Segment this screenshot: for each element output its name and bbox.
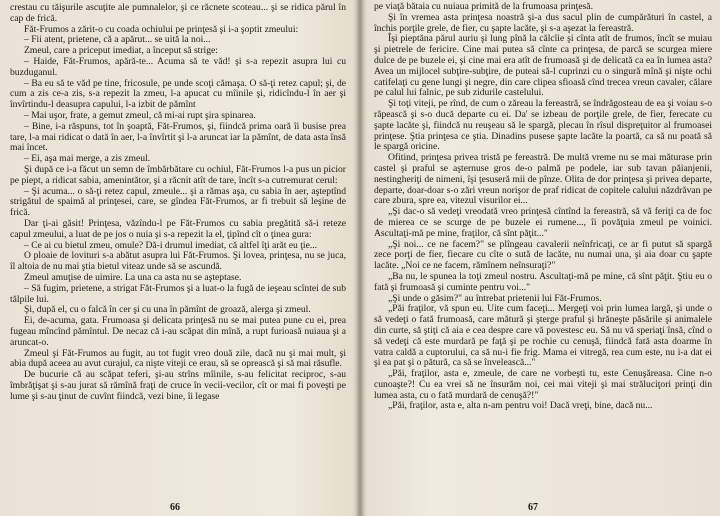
paragraph: – Fii atent, prietene, că a apărut... se uită la noi... bbox=[24, 34, 211, 46]
paragraph: Dar ţi-ai găsit! Prinţesa, văzîndu-l pe Făt-Frumos cu sabia pregătită să-i reteze capul zmeului, a luat de pe jos o nuia şi s-a repezit la el, ţipînd cît o ţinea gura: bbox=[10, 217, 346, 240]
paragraph: Şi după ce i-a făcut un semn de îmbărbătare cu ochiul, Făt-Frumos l-a pus un picior pe piept, a ridicat sabia, amenintător, şi a răcnit atît de tare, încît s-a cutremurat cerul: bbox=[10, 163, 346, 186]
paragraph: Şi în vremea asta prinţesa noastră şi-a dus sacul plin de cumpărături în castel, a închis porţile grele, de fier, cu şapte lacăte, şi s-a aşezat la fereastră. bbox=[374, 11, 712, 34]
paragraph: „Păi fraţilor, vă spun eu. Uite cum faceţi... Mergeţi voi prin lumea largă, şi unde o să vedeţi o fată frumoasă, care mătură şi şterge praful şi hrăneşte păsările şi animalele din curte, să ştiţi că aia e cea despre care vă povestesc eu. Să nu vă speriaţi însă, cînd o să vedeţi că este murdară pe faţă şi pe rochie cu cenuşă, fiindcă fată asta doarme în vatra caldă a cuptorului, ca să nu-i fie frig. Mama ei vitregă, rea cum este, nu i-a dat ei şi ea pat şi o pătură, ca să se învelească..." bbox=[374, 303, 712, 369]
paragraph: „Păi, fraţilor, asta e, alta n-am pentru voi! Dacă vreţi, bine, dacă nu... bbox=[388, 400, 653, 412]
paragraph: Şi toţi viteji, pe rînd, de cum o zăreau la fereastră, se îndrăgosteau de ea şi voiau s-o răpească şi s-o ducă departe cu ei. Da' se izbeau de porţile grele, de fier, ferecate cu şapte lacăte şi, fiindcă nu reuşeau să le spargă, plecau în rîsul dispreţuitor al frumoasei prinţese. Ştia prinţesa ce ştia. Dinadins pusese şapte lacăte la poartă, ca să nu poată să le spargă oricine. bbox=[374, 98, 712, 153]
paragraph: Şi, după el, cu o falcă în cer şi cu una în pămînt de groază, alerga şi zmeul. bbox=[24, 304, 311, 316]
paragraph: „Şi unde o găsim?" au întrebat prietenii lui Făt-Frumos. bbox=[388, 292, 602, 304]
paragraph: „Şi dac-o să vedeţi vreodată vreo prinţesă cîntînd la fereastră, să vă feriţi ca de foc de mierea ce se scurge de pe buzele ei rumene..., îi povăţuia zmeul pe voinici. Ascultaţi-mă pe mine, fraţilor, că sînt păţit..." bbox=[374, 206, 712, 239]
paragraph: Zmeul, care a priceput imediat, a început să strige: bbox=[24, 45, 218, 57]
paragraph: De bucurie că au scăpat teferi, şi-au strîns mîinile, s-au felicitat reciproc, s-au îmbrăţişat şi s-au jurat să rămînă fraţi de cruce în vecii-vecilor, cît or mai fi poveşti pe lume şi s-au ţinut de cuvînt fiindcă, vezi bine, îi legase bbox=[10, 369, 346, 402]
paragraph: Zmeul şi Făt-Frumos au fugit, au tot fugit vreo două zile, dacă nu şi mai mult, şi abia după aceea au avut curajul, ca nişte viteji ce erau, să se oprească şi să mai răsufle. bbox=[10, 347, 346, 370]
paragraph: Zmeul amuţise de uimire. La una ca asta nu se aşteptase. bbox=[24, 271, 242, 283]
right-page-text bbox=[374, 2, 712, 412]
paragraph: – Şi acuma... o să-ţi retez capul, zmeule... şi a rămas aşa, cu sabia în aer, aşteptînd strigătul de spaimă al prinţesei, care, se gîndea Făt-Frumos, ar fi trebuit să leşine de frică. bbox=[10, 185, 346, 219]
paragraph: pe viaţă bătaia cu nuiaua primită de la frumoasa prinţesă. bbox=[374, 1, 593, 12]
paragraph: Îşi pieptăna părul auriu şi lung pînă la călcîie şi cînta atît de frumos, încît se muiau şi pietrele de fericire. Cine mai putea să cînte ca prinţesa, de parcă se scurgea miere dulce de pe buzele ei, şi cine mai era atît de frumoasă şi de delicată ca ea în lumea asta? Avea un mijlocel subţire-subţire, de puteai să-l cuprinzi cu o singură mînă şi nişte ochi catifelaţi cu gene lungi şi negre, din care clipea sfioasă cînd trecea vreun cavaler, călare pe calul lui falnic, pe sub zidurile castelului. bbox=[374, 33, 712, 99]
paragraph: – Mai uşor, frate, a gemut zmeul, că mi-ai rupt şira spinarea. bbox=[24, 109, 256, 121]
paragraph: O ploaie de lovituri s-a abătut asupra lui Făt-Frumos. Şi lovea, prinţesa, nu se juca, îl altoia de nu mai ştia bietul viteaz unde să se ascundă. bbox=[10, 250, 346, 273]
right-page bbox=[360, 0, 720, 516]
page-number: 67 bbox=[528, 502, 538, 513]
paragraph: – Ba eu să te văd pe tine, fricosule, pe unde scoţi cămaşa. O să-ţi retez capul; şi, de cum a zis ce-a zis, s-a repezit la zmeu, l-a apucat cu mîinile şi, ridicîndu-l în aer şi învîrtindu-l deasupra capului, l-a izbit de pămînt bbox=[10, 77, 346, 111]
paragraph: – Ce ai cu bietul zmeu, omule? Dă-i drumul imediat, că altfel îţi arăt eu ţie... bbox=[24, 239, 318, 251]
paragraph: crestau cu tăişurile ascuţite ale pumnalelor, şi ce răcnete scoteau... şi se ridica părul în cap de frică. bbox=[10, 2, 346, 24]
paragraph: – Haide, Făt-Frumos, apără-te... Acuma să te văd! şi s-a repezit asupra lui cu buzduganul. bbox=[10, 55, 346, 78]
paragraph: „Păi, fraţilor, asta e, zmeule, de care ne vorbeşti tu, este Cenuşăreasa. Cine n-o cunoaşte?! Cu ea vrei să ne însurăm noi, cei mai viteji şi mai străluciţori prinţi din lumea asta, cu o fată murdară de cenuşă?!" bbox=[374, 368, 712, 401]
paragraph: „Ba nu, le spunea la toţi zmeul nostru. Ascultaţi-mă pe mine, că sînt păţit. Ştiu eu o fată şi frumoasă şi cuminte pentru voi..." bbox=[374, 270, 712, 293]
paragraph: „Şi noi... ce ne facem?" se plîngeau cavalerii neînfricaţi, ce ar fi putut să spargă zece porţi de fier, fiecare cu cîte o sută de lacăte, nu numai una, şi aia doar cu şapte lacăte. „Noi ce ne facem, rămînem neînsuraţi?" bbox=[374, 238, 712, 272]
paragraph: Făt-Frumos a zărit-o cu coada ochiului pe prinţesă şi i-a şoptit zmeului: bbox=[24, 23, 299, 35]
paragraph: – Să fugim, prietene, a strigat Făt-Frumos şi a luat-o la fugă de ieşeau scîntei de sub tălpile lui. bbox=[10, 282, 346, 305]
page-number: 66 bbox=[170, 502, 180, 513]
paragraph: – Bine, i-a răspuns, tot în şoaptă, Făt-Frumos, şi, fiindcă prima oară îi busise prea tare, l-a mai ridicat o dată în aer, l-a învîrtit şi l-a aruncat iar la pămînt, de data asta însă mai încet. bbox=[10, 120, 346, 154]
left-page-text bbox=[10, 3, 346, 402]
paragraph: Ofitind, prinţesa privea tristă pe fereastră. De multă vreme nu se mai măturase prin castel şi praful se aşternuse gros de-o palmă pe podele, iar sub tavan păianjenii, nestingheriţi de nimeni, îşi ţesuseră mii de pînze. Olita de dor prinţesa şi privea departe, departe, doar-doar s-o zări vreun norişor de praf ridicat de copitele calului năzdrăvan pe care zbura, spre ea, vitezul visurilor ei... bbox=[374, 152, 712, 207]
paragraph: Ei, de-acuma, gata. Frumoasa şi delicata prinţesă nu se mai putea pune cu ei, prea fugeau mîncînd pămîntul. De necaz că i-au scăpat din mînă, a rupt furioasă nuiaua şi a aruncat-o. bbox=[10, 315, 346, 348]
paragraph: – Ei, aşa mai merge, a zis zmeul. bbox=[24, 153, 151, 165]
